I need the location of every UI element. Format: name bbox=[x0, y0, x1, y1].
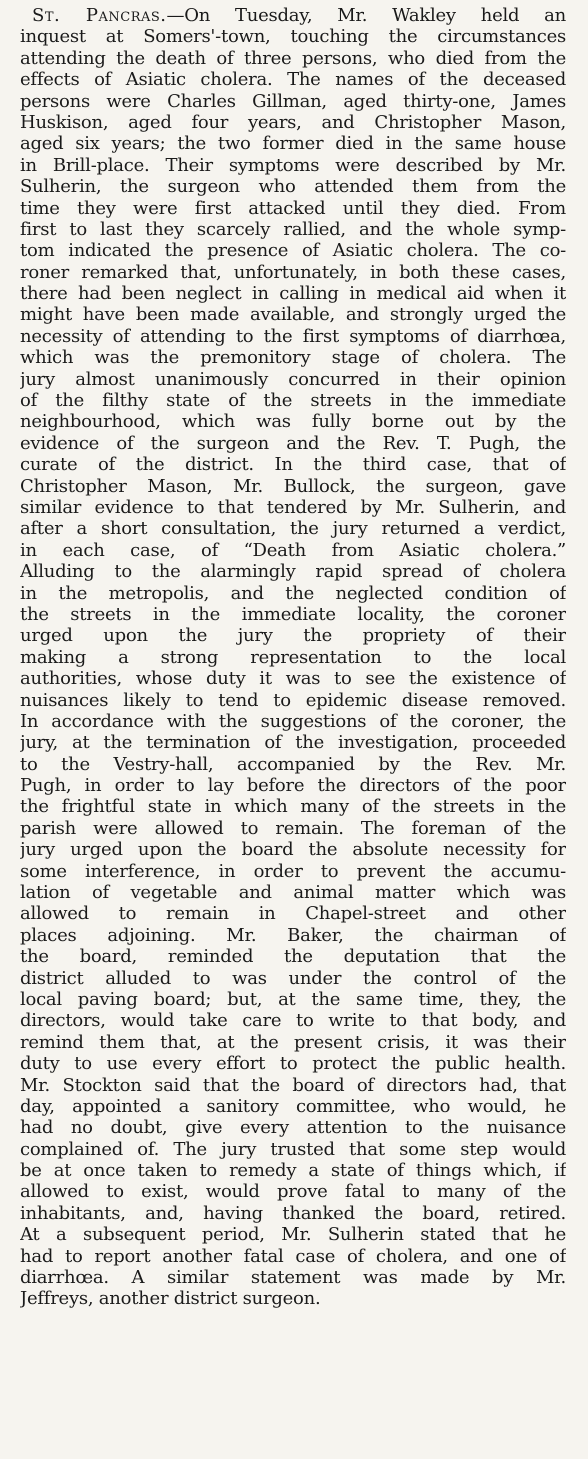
article-line: making a strong representation to the local bbox=[20, 646, 566, 668]
article-line bbox=[20, 5, 566, 26]
article-line: the board, reminded the deputation that the bbox=[20, 946, 566, 968]
article-line: jury, at the termination of the investigation, proceeded bbox=[20, 732, 566, 754]
article-line: evidence of the surgeon and the Rev. T. Pugh, the bbox=[20, 432, 566, 454]
article-line: local paving board; but, at the same time, they, the bbox=[20, 988, 566, 1010]
article-line: there had been neglect in calling in medical aid when it bbox=[20, 283, 566, 305]
article-line: the streets in the immediate locality, the coroner bbox=[20, 603, 566, 625]
article-line: In accordance with the suggestions of the coroner, the bbox=[20, 710, 566, 732]
article-line: allowed to remain in Chapel-street and other bbox=[20, 903, 566, 925]
article-line: attending the death of three persons, who died from the bbox=[20, 47, 566, 69]
article-line-text: —On Tuesday, Mr. Wakley held an bbox=[166, 5, 566, 26]
article-line: time they were first attacked until they died. From bbox=[20, 197, 566, 219]
article-line: be at once taken to remedy a state of things which, if bbox=[20, 1160, 566, 1182]
article-line: in Brill-place. Their symptoms were described by Mr. bbox=[20, 154, 566, 176]
article-line: some interference, in order to prevent the accumu- bbox=[20, 860, 566, 882]
article-line: curate of the district. In the third case, that of bbox=[20, 454, 566, 476]
article-line: parish were allowed to remain. The foreman of the bbox=[20, 817, 566, 839]
article-line: directors, would take care to write to that body, and bbox=[20, 1010, 566, 1032]
article-line: authorities, whose duty it was to see the existence of bbox=[20, 668, 566, 690]
article-line: aged six years; the two former died in the same house bbox=[20, 133, 566, 155]
article-line: Christopher Mason, Mr. Bullock, the surgeon, gave bbox=[20, 475, 566, 497]
article-line: effects of Asiatic cholera. The names of the deceased bbox=[20, 69, 566, 91]
article-line: duty to use every effort to protect the public health. bbox=[20, 1053, 566, 1075]
article-line: similar evidence to that tendered by Mr. Sulherin, and bbox=[20, 496, 566, 518]
article-line: Pugh, in order to lay before the directors of the poor bbox=[20, 775, 566, 797]
article-line: urged upon the jury the propriety of their bbox=[20, 625, 566, 647]
article-line: in each case, of “Death from Asiatic cholera.” bbox=[20, 539, 566, 561]
article-heading: St. Pancras. bbox=[32, 5, 167, 26]
article-line: in the metropolis, and the neglected condition of bbox=[20, 582, 566, 604]
article-line: day, appointed a sanitory committee, who would, he bbox=[20, 1095, 566, 1117]
article-line: jury urged upon the board the absolute necessity for bbox=[20, 839, 566, 861]
article-line: inhabitants, and, having thanked the board, retired. bbox=[20, 1202, 566, 1224]
article-line: after a short consultation, the jury returned a verdict, bbox=[20, 518, 566, 540]
article-line: necessity of attending to the first symptoms of diarrhœa, bbox=[20, 325, 566, 347]
article-column bbox=[20, 5, 566, 1310]
article-line: to the Vestry-hall, accompanied by the Rev. Mr. bbox=[20, 753, 566, 775]
article-line: had to report another fatal case of cholera, and one of bbox=[20, 1245, 566, 1267]
article-line: district alluded to was under the control of the bbox=[20, 967, 566, 989]
article-line: first to last they scarcely rallied, and the whole symp- bbox=[20, 218, 566, 240]
article-line: of the filthy state of the streets in the immediate bbox=[20, 390, 566, 412]
article-line: Sulherin, the surgeon who attended them from the bbox=[20, 176, 566, 198]
article-line: Jeffreys, another district surgeon. bbox=[20, 1288, 321, 1310]
article-line: Huskison, aged four years, and Christopher Mason, bbox=[20, 111, 566, 133]
article-line: complained of. The jury trusted that some step would bbox=[20, 1138, 566, 1160]
article-line: At a subsequent period, Mr. Sulherin stated that he bbox=[20, 1224, 566, 1246]
article-line: nuisances likely to tend to epidemic disease removed. bbox=[20, 689, 566, 711]
article-line: lation of vegetable and animal matter which was bbox=[20, 882, 566, 904]
article-line: the frightful state in which many of the streets in the bbox=[20, 796, 566, 818]
article-line: inquest at Somers'-town, touching the circumstances bbox=[20, 26, 566, 48]
article-line: remind them that, at the present crisis, it was their bbox=[20, 1031, 566, 1053]
article-line: tom indicated the presence of Asiatic cholera. The co- bbox=[20, 240, 566, 262]
article-line: Alluding to the alarmingly rapid spread of cholera bbox=[20, 561, 566, 583]
article-line: diarrhœa. A similar statement was made by Mr. bbox=[20, 1267, 566, 1289]
article-line: persons were Charles Gillman, aged thirty-one, James bbox=[20, 90, 566, 112]
article-line: places adjoining. Mr. Baker, the chairman of bbox=[20, 924, 566, 946]
article-line: neighbourhood, which was fully borne out by the bbox=[20, 411, 566, 433]
article-line: which was the premonitory stage of cholera. The bbox=[20, 347, 566, 369]
article-line: allowed to exist, would prove fatal to many of the bbox=[20, 1181, 566, 1203]
article-line: jury almost unanimously concurred in their opinion bbox=[20, 368, 566, 390]
article-line: had no doubt, give every attention to the nuisance bbox=[20, 1117, 566, 1139]
article-line: might have been made available, and strongly urged the bbox=[20, 304, 566, 326]
article-line: Mr. Stockton said that the board of directors had, that bbox=[20, 1074, 566, 1096]
article-line: roner remarked that, unfortunately, in both these cases, bbox=[20, 261, 566, 283]
